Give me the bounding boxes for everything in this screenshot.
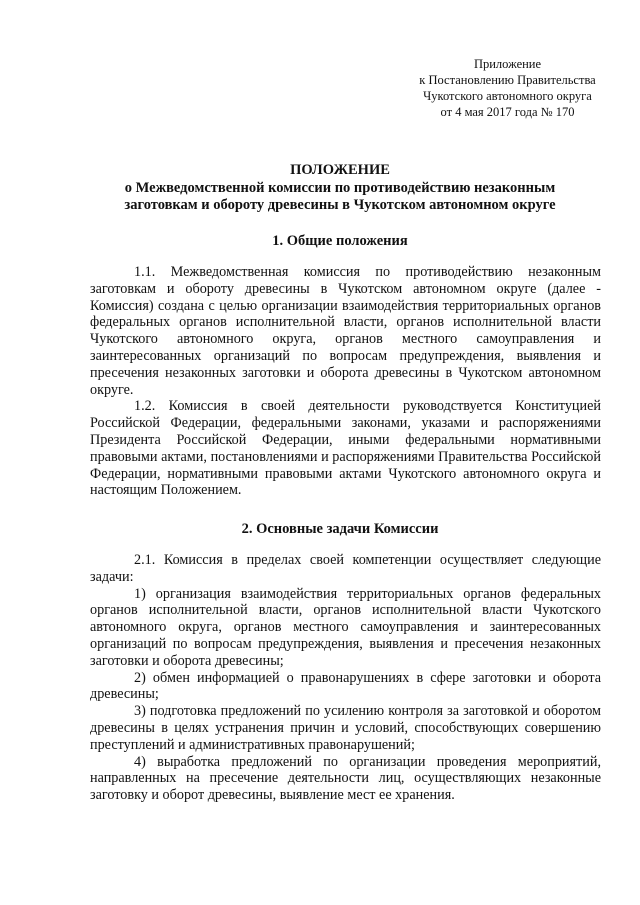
title-heading: ПОЛОЖЕНИЕ <box>290 162 390 178</box>
section-2-heading: 2. Основные задачи Комиссии <box>241 521 439 537</box>
list-item-3: 3) подготовка предложений по усилению контроля за заготовкой и оборотом древесины в целях устранения причин и условий, способствующих совершению преступлений и административных правонарушений; <box>90 703 601 753</box>
document-title <box>90 162 590 215</box>
appendix-line-1: Приложение <box>473 57 542 71</box>
paragraph-1-1: 1.1. Межведомственная комиссия по противодействию незаконным заготовкам и обороту древесины в Чукотском автономном округе (далее - Комиссия) создана с целью организации взаимодействия территориальных органов федеральных органов исполнительной власти, органов исполнительной власти Чукотского автономного округа, органов местного самоуправления и заинтересованных организаций по вопросам предупреждения, выявления и пресечения незаконных заготовки и оборота древесины в Чукотском автономном округе. <box>90 264 601 398</box>
title-line-2: заготовкам и обороту древесины в Чукотском автономном округе <box>124 197 556 213</box>
list-item-4: 4) выработка предложений по организации проведения мероприятий, направленных на пресечение деятельности лиц, осуществляющих незаконные заготовку и оборот древесины, выявление мест ее хранения. <box>90 753 601 804</box>
title-line-1: о Межведомственной комиссии по противодействию незаконным <box>124 179 556 196</box>
list-item-1: 1) организация взаимодействия территориальных органов федеральных органов исполнительной власти, органов исполнительной власти Чукотского автономного округа, органов местного самоуправления и заинтересованных организаций по вопросам предупреждения, выявления и пресечения незаконных заготовки и оборота древесины; <box>90 585 601 669</box>
paragraph-2-1: 2.1. Комиссия в пределах своей компетенции осуществляет следующие задачи: <box>90 552 601 585</box>
appendix-line-4: от 4 мая 2017 года № 170 <box>440 105 575 119</box>
section-1-body <box>90 264 601 499</box>
section-1-heading: 1. Общие положения <box>272 233 408 249</box>
section-2-body <box>90 552 601 804</box>
appendix-line-2: к Постановлению Правительства <box>419 73 596 87</box>
appendix-note <box>400 56 615 120</box>
list-item-2: 2) обмен информацией о правонарушениях в сфере заготовки и оборота древесины; <box>90 669 601 703</box>
appendix-line-3: Чукотского автономного округа <box>423 89 592 103</box>
paragraph-1-2: 1.2. Комиссия в своей деятельности руководствуется Конституцией Российской Федерации, федеральными законами, указами и распоряжениями Президента Российской Федерации, иными федеральными нормативными правовыми актами, постановлениями и распоряжениями Правительства Российской Федерации, нормативными правовыми актами Чукотского автономного округа и настоящим Положением. <box>90 398 601 499</box>
